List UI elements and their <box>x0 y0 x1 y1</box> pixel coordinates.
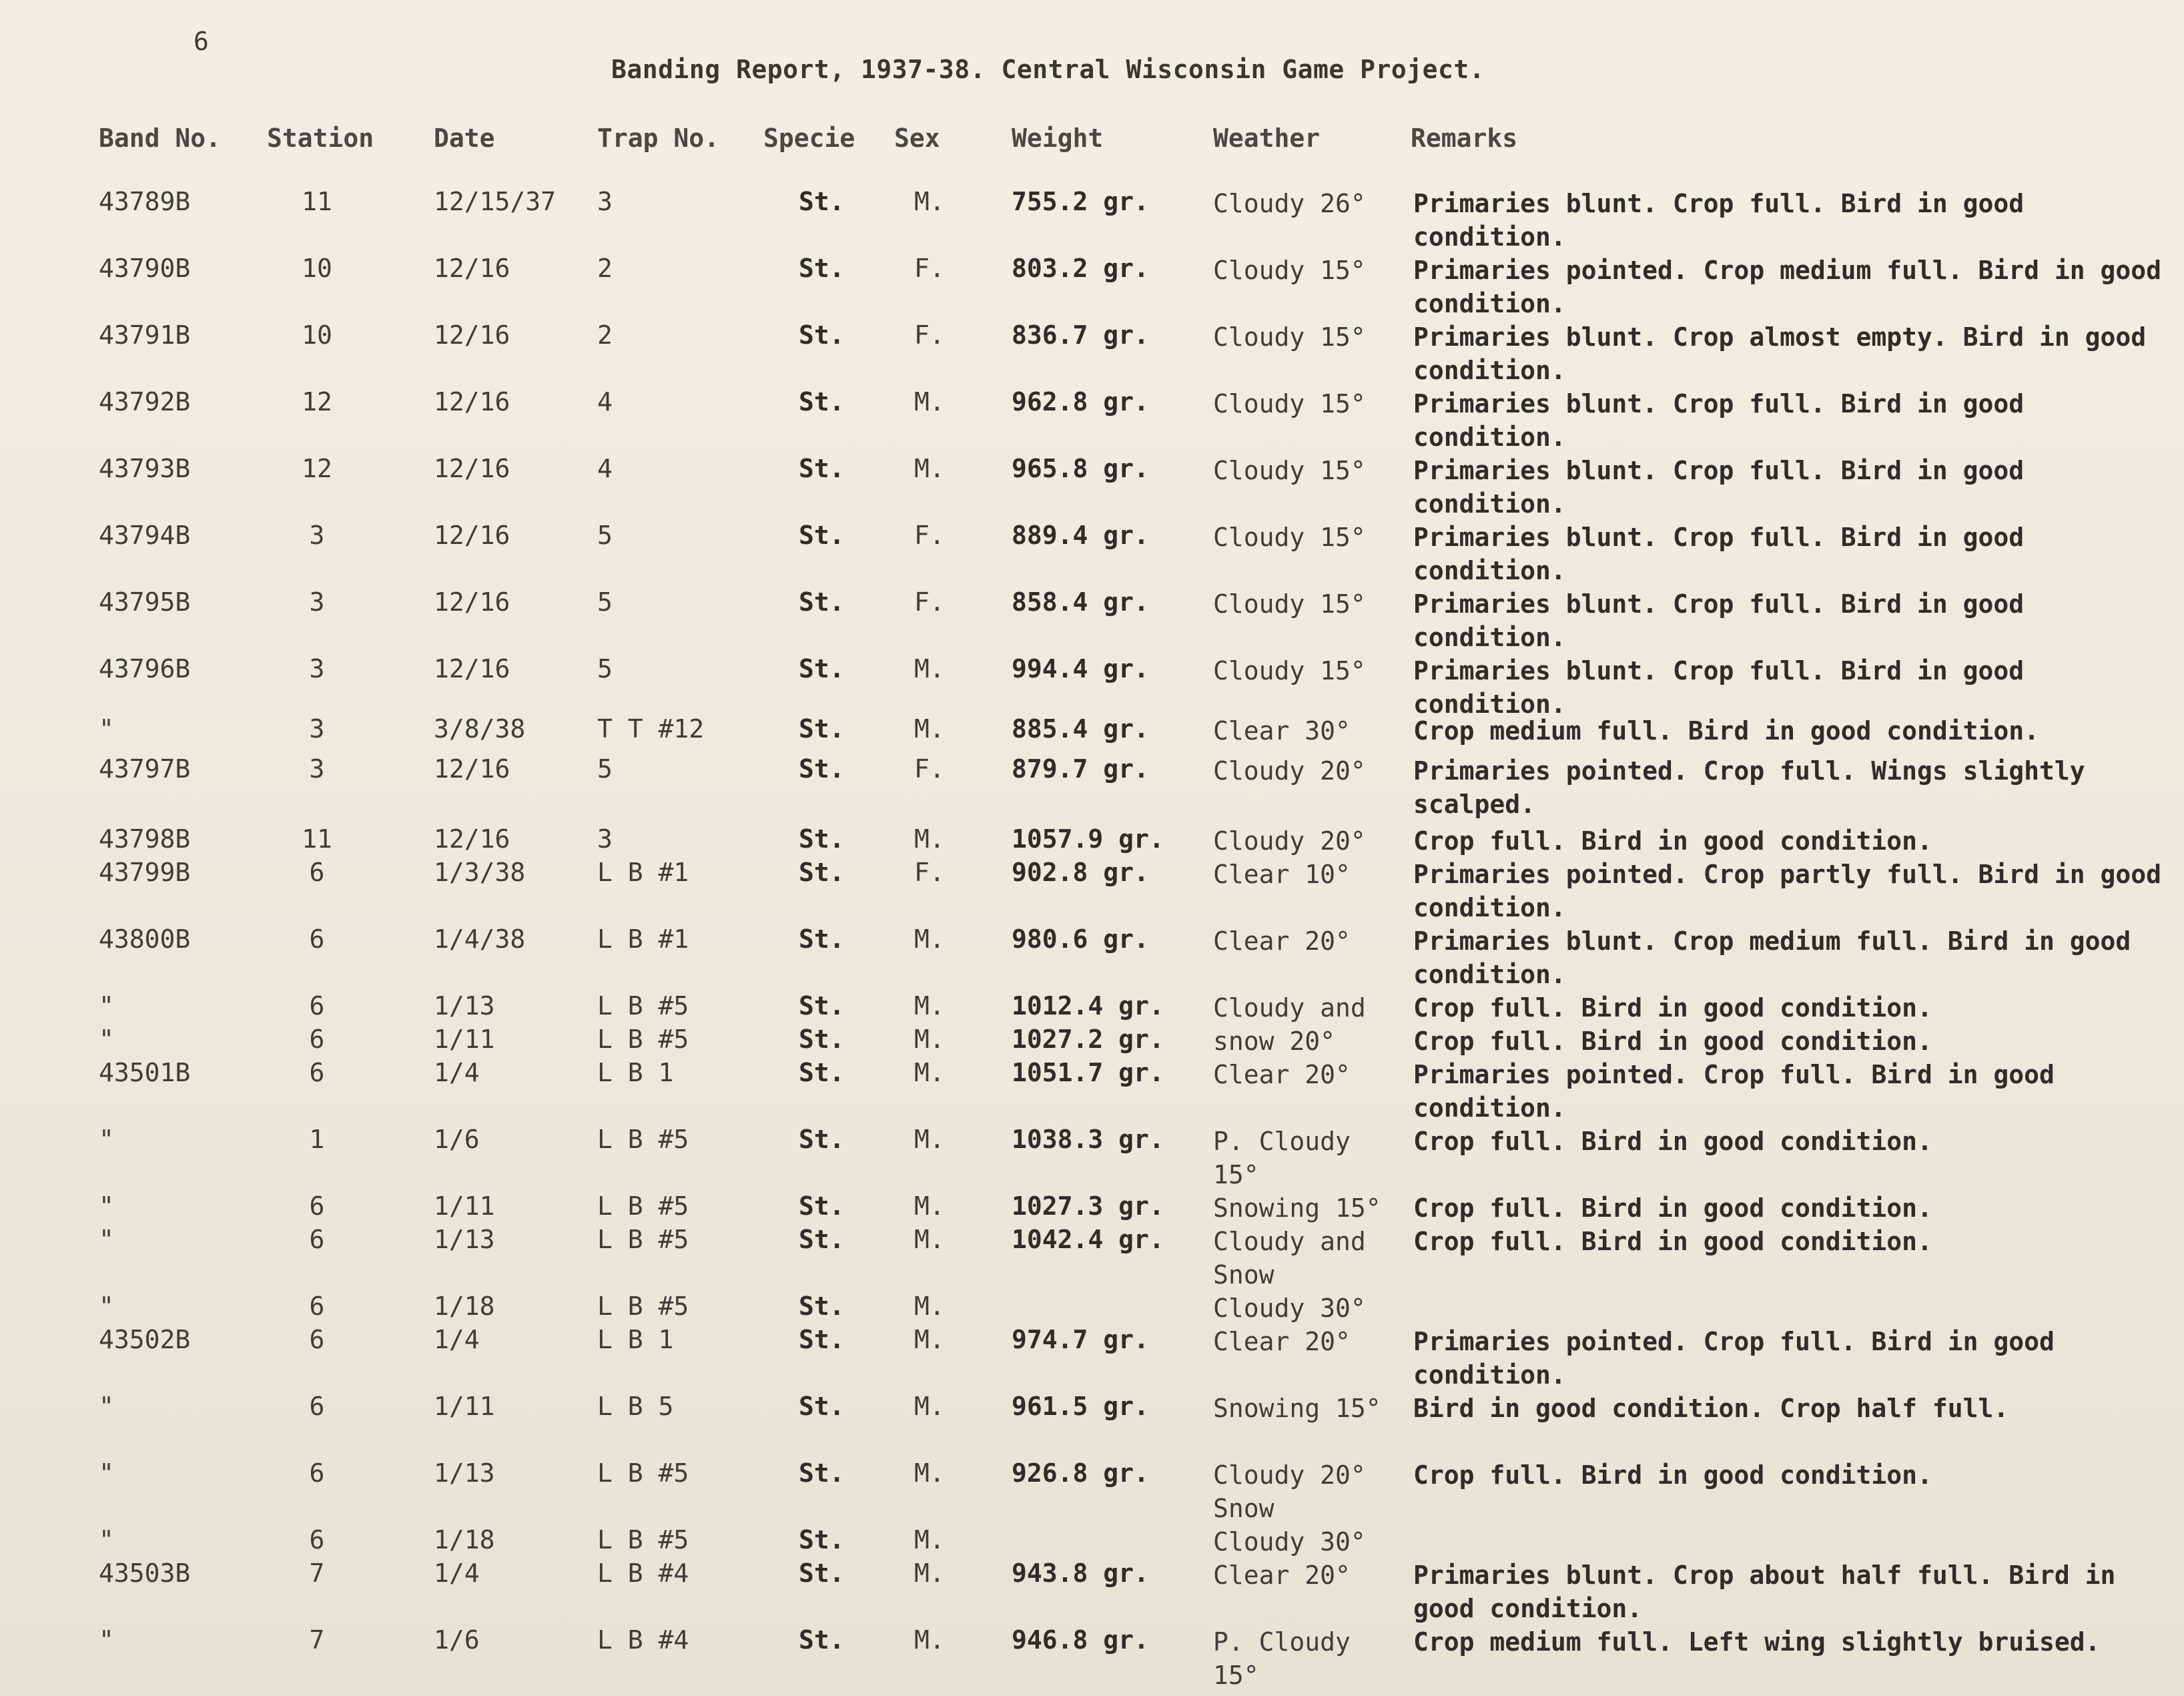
weather-cell: P. Cloudy 15° <box>1213 1627 1351 1690</box>
table-row <box>0 1625 2184 1690</box>
table-row <box>0 1191 2184 1225</box>
trap-no-cell: 5 <box>597 654 613 683</box>
date-cell: 3/8/38 <box>434 714 526 744</box>
header-weather: Weather <box>1213 123 1321 153</box>
station-cell: 3 <box>309 754 325 784</box>
remarks-cell: Primaries blunt. Crop about half full. Bird in good condition. <box>1413 1561 2116 1623</box>
weight-cell: 961.5 gr. <box>1012 1392 1149 1421</box>
specie-cell: St. <box>799 1292 845 1321</box>
station-cell: 6 <box>309 1025 325 1054</box>
weather-cell: Cloudy 30° <box>1213 1294 1366 1323</box>
table-row <box>0 454 2184 519</box>
remarks-cell: Primaries blunt. Crop almost empty. Bird in good condition. <box>1413 322 2147 385</box>
weight-cell: 1027.3 gr. <box>1012 1191 1164 1221</box>
weather-cell: Cloudy 20° Snow <box>1213 1460 1366 1523</box>
trap-no-cell: L B #4 <box>597 1559 689 1588</box>
weather-cell: Clear 20° <box>1213 1327 1351 1356</box>
trap-no-cell: L B #1 <box>597 924 689 954</box>
table-row <box>0 654 2184 719</box>
sex-cell: M. <box>914 454 945 483</box>
date-cell: 12/16 <box>434 521 510 550</box>
specie-cell: St. <box>799 320 845 350</box>
band-no-cell: 43503B <box>99 1559 191 1588</box>
band-no-cell: " <box>99 714 114 744</box>
specie-cell: St. <box>799 1058 845 1087</box>
weight-cell: 858.4 gr. <box>1012 587 1149 617</box>
trap-no-cell: L B #5 <box>597 1125 689 1154</box>
header-sex: Sex <box>894 123 940 153</box>
remarks-cell: Crop full. Bird in good condition. <box>1413 1193 1932 1223</box>
table-row <box>0 1458 2184 1523</box>
band-no-cell: 43795B <box>99 587 191 617</box>
sex-cell: M. <box>914 1191 945 1221</box>
weight-cell: 1042.4 gr. <box>1012 1225 1164 1254</box>
band-no-cell: " <box>99 1458 114 1488</box>
specie-cell: St. <box>799 991 845 1021</box>
remarks-cell: Primaries pointed. Crop full. Bird in good condition. <box>1413 1327 2055 1390</box>
specie-cell: St. <box>799 1325 845 1354</box>
date-cell: 1/6 <box>434 1125 480 1154</box>
weather-cell: Snowing 15° <box>1213 1193 1381 1223</box>
sex-cell: M. <box>914 1325 945 1354</box>
trap-no-cell: 5 <box>597 587 613 617</box>
table-row <box>0 187 2184 252</box>
station-cell: 3 <box>309 654 325 683</box>
weather-cell: Clear 20° <box>1213 1060 1351 1089</box>
date-cell: 12/16 <box>434 387 510 416</box>
trap-no-cell: L B #5 <box>597 1191 689 1221</box>
specie-cell: St. <box>799 754 845 784</box>
trap-no-cell: 2 <box>597 320 613 350</box>
band-no-cell: 43794B <box>99 521 191 550</box>
header-band-no: Band No. <box>99 123 222 153</box>
weight-cell: 902.8 gr. <box>1012 858 1149 887</box>
remarks-cell: Bird in good condition. Crop half full. <box>1413 1394 2009 1423</box>
band-no-cell: 43792B <box>99 387 191 416</box>
remarks-cell: Crop medium full. Bird in good condition. <box>1413 716 2039 746</box>
remarks-cell: Primaries blunt. Crop full. Bird in good condition. <box>1413 589 2025 652</box>
weight-cell: 980.6 gr. <box>1012 924 1149 954</box>
band-no-cell: " <box>99 1125 114 1154</box>
table-row <box>0 254 2184 318</box>
station-cell: 7 <box>309 1559 325 1588</box>
sex-cell: M. <box>914 187 945 216</box>
weather-cell: Cloudy 15° <box>1213 523 1366 552</box>
specie-cell: St. <box>799 387 845 416</box>
specie-cell: St. <box>799 1125 845 1154</box>
date-cell: 12/15/37 <box>434 187 557 216</box>
weight-cell: 974.7 gr. <box>1012 1325 1149 1354</box>
date-cell: 1/11 <box>434 1191 495 1221</box>
band-no-cell: " <box>99 1292 114 1321</box>
trap-no-cell: 4 <box>597 454 613 483</box>
weather-cell: Cloudy and <box>1213 993 1366 1023</box>
date-cell: 1/18 <box>434 1525 495 1554</box>
specie-cell: St. <box>799 924 845 954</box>
date-cell: 12/16 <box>434 320 510 350</box>
station-cell: 6 <box>309 991 325 1021</box>
weight-cell: 755.2 gr. <box>1012 187 1149 216</box>
station-cell: 6 <box>309 1392 325 1421</box>
specie-cell: St. <box>799 587 845 617</box>
weight-cell: 943.8 gr. <box>1012 1559 1149 1588</box>
specie-cell: St. <box>799 654 845 683</box>
specie-cell: St. <box>799 1525 845 1554</box>
remarks-cell: Primaries pointed. Crop full. Wings slightly scalped. <box>1413 756 2085 819</box>
trap-no-cell: 5 <box>597 754 613 784</box>
date-cell: 12/16 <box>434 254 510 283</box>
specie-cell: St. <box>799 1559 845 1588</box>
date-cell: 1/3/38 <box>434 858 526 887</box>
table-row <box>0 1559 2184 1623</box>
band-no-cell: 43800B <box>99 924 191 954</box>
sex-cell: M. <box>914 387 945 416</box>
remarks-cell: Crop full. Bird in good condition. <box>1413 993 1932 1023</box>
date-cell: 1/4/38 <box>434 924 526 954</box>
sex-cell: M. <box>914 1225 945 1254</box>
weather-cell: Snowing 15° <box>1213 1394 1381 1423</box>
specie-cell: St. <box>799 714 845 744</box>
header-remarks: Remarks <box>1411 123 1518 153</box>
remarks-cell: Crop full. Bird in good condition. <box>1413 1027 1932 1056</box>
specie-cell: St. <box>799 521 845 550</box>
band-no-cell: " <box>99 1625 114 1655</box>
band-no-cell: 43501B <box>99 1058 191 1087</box>
table-row <box>0 1125 2184 1189</box>
station-cell: 3 <box>309 587 325 617</box>
table-row <box>0 754 2184 819</box>
specie-cell: St. <box>799 824 845 854</box>
weather-cell: Cloudy 26° <box>1213 189 1366 218</box>
station-cell: 6 <box>309 1458 325 1488</box>
band-no-cell: 43502B <box>99 1325 191 1354</box>
sex-cell: M. <box>914 1458 945 1488</box>
band-no-cell: " <box>99 1225 114 1254</box>
table-row <box>0 824 2184 858</box>
date-cell: 1/11 <box>434 1392 495 1421</box>
date-cell: 12/16 <box>434 587 510 617</box>
trap-no-cell: 2 <box>597 254 613 283</box>
header-trap-no: Trap No. <box>597 123 720 153</box>
band-no-cell: " <box>99 1025 114 1054</box>
sex-cell: F. <box>914 858 945 887</box>
remarks-cell: Crop full. Bird in good condition. <box>1413 1127 1932 1156</box>
sex-cell: M. <box>914 1559 945 1588</box>
weight-cell: 965.8 gr. <box>1012 454 1149 483</box>
remarks-cell: Primaries pointed. Crop full. Bird in good condition. <box>1413 1060 2055 1123</box>
station-cell: 12 <box>302 454 332 483</box>
sex-cell: F. <box>914 254 945 283</box>
weather-cell: Cloudy 15° <box>1213 589 1366 619</box>
weight-cell: 1051.7 gr. <box>1012 1058 1164 1087</box>
report-title: Banding Report, 1937-38. Central Wisconsin Game Project. <box>611 55 1485 84</box>
trap-no-cell: 4 <box>597 387 613 416</box>
remarks-cell: Crop full. Bird in good condition. <box>1413 1460 1932 1490</box>
table-row <box>0 521 2184 585</box>
band-no-cell: " <box>99 991 114 1021</box>
header-station: Station <box>267 123 374 153</box>
weather-cell: Clear 20° <box>1213 926 1351 956</box>
table-row <box>0 1058 2184 1123</box>
remarks-cell: Primaries blunt. Crop medium full. Bird in good condition. <box>1413 926 2131 989</box>
weather-cell: Cloudy 15° <box>1213 456 1366 485</box>
specie-cell: St. <box>799 1025 845 1054</box>
station-cell: 1 <box>309 1125 325 1154</box>
remarks-cell: Primaries pointed. Crop medium full. Bird in good condition. <box>1413 256 2162 318</box>
sex-cell: F. <box>914 754 945 784</box>
sex-cell: M. <box>914 924 945 954</box>
weight-cell: 994.4 gr. <box>1012 654 1149 683</box>
trap-no-cell: L B #4 <box>597 1625 689 1655</box>
table-row <box>0 387 2184 452</box>
band-no-cell: " <box>99 1392 114 1421</box>
remarks-cell: Primaries blunt. Crop full. Bird in good condition. <box>1413 523 2025 585</box>
specie-cell: St. <box>799 1191 845 1221</box>
date-cell: 12/16 <box>434 824 510 854</box>
table-row <box>0 714 2184 748</box>
trap-no-cell: 5 <box>597 521 613 550</box>
trap-no-cell: L B #5 <box>597 1225 689 1254</box>
trap-no-cell: L B #5 <box>597 1025 689 1054</box>
weight-cell: 1027.2 gr. <box>1012 1025 1164 1054</box>
remarks-cell: Primaries pointed. Crop partly full. Bird in good condition. <box>1413 860 2162 922</box>
weather-cell: Cloudy 20° <box>1213 826 1366 856</box>
band-no-cell: 43798B <box>99 824 191 854</box>
remarks-cell: Primaries blunt. Crop full. Bird in good condition. <box>1413 456 2025 519</box>
table-row <box>0 991 2184 1025</box>
date-cell: 1/4 <box>434 1559 480 1588</box>
band-no-cell: 43790B <box>99 254 191 283</box>
remarks-cell: Crop medium full. Left wing slightly bruised. <box>1413 1627 2101 1657</box>
header-date: Date <box>434 123 495 153</box>
weather-cell: Cloudy and Snow <box>1213 1227 1366 1290</box>
trap-no-cell: L B #5 <box>597 1292 689 1321</box>
table-row <box>0 1525 2184 1559</box>
weather-cell: Cloudy 20° <box>1213 756 1366 786</box>
weather-cell: Cloudy 15° <box>1213 256 1366 285</box>
remarks-cell: Primaries blunt. Crop full. Bird in good condition. <box>1413 189 2025 252</box>
date-cell: 1/13 <box>434 991 495 1021</box>
weight-cell: 803.2 gr. <box>1012 254 1149 283</box>
remarks-cell: Primaries blunt. Crop full. Bird in good condition. <box>1413 389 2025 452</box>
station-cell: 6 <box>309 924 325 954</box>
date-cell: 1/4 <box>434 1058 480 1087</box>
band-no-cell: 43791B <box>99 320 191 350</box>
trap-no-cell: 3 <box>597 824 613 854</box>
sex-cell: M. <box>914 1125 945 1154</box>
band-no-cell: 43793B <box>99 454 191 483</box>
date-cell: 12/16 <box>434 454 510 483</box>
weight-cell: 926.8 gr. <box>1012 1458 1149 1488</box>
weight-cell: 1057.9 gr. <box>1012 824 1164 854</box>
specie-cell: St. <box>799 1458 845 1488</box>
table-row <box>0 1225 2184 1290</box>
weather-cell: P. Cloudy 15° <box>1213 1127 1351 1189</box>
table-row <box>0 1392 2184 1425</box>
sex-cell: M. <box>914 1025 945 1054</box>
weight-cell: 946.8 gr. <box>1012 1625 1149 1655</box>
header-specie: Specie <box>763 123 855 153</box>
sex-cell: M. <box>914 1625 945 1655</box>
band-no-cell: " <box>99 1191 114 1221</box>
sex-cell: M. <box>914 1058 945 1087</box>
sex-cell: M. <box>914 824 945 854</box>
trap-no-cell: L B #5 <box>597 1458 689 1488</box>
date-cell: 1/11 <box>434 1025 495 1054</box>
station-cell: 3 <box>309 521 325 550</box>
station-cell: 6 <box>309 1058 325 1087</box>
weather-cell: Cloudy 15° <box>1213 389 1366 418</box>
table-row <box>0 924 2184 989</box>
station-cell: 11 <box>302 187 332 216</box>
weight-cell: 962.8 gr. <box>1012 387 1149 416</box>
table-header <box>0 123 2184 157</box>
station-cell: 6 <box>309 1325 325 1354</box>
weather-cell: Cloudy 15° <box>1213 656 1366 685</box>
date-cell: 1/13 <box>434 1458 495 1488</box>
band-no-cell: 43796B <box>99 654 191 683</box>
band-no-cell: 43789B <box>99 187 191 216</box>
specie-cell: St. <box>799 1392 845 1421</box>
station-cell: 12 <box>302 387 332 416</box>
weight-cell: 1012.4 gr. <box>1012 991 1164 1021</box>
trap-no-cell: 3 <box>597 187 613 216</box>
remarks-cell: Primaries blunt. Crop full. Bird in good condition. <box>1413 656 2025 719</box>
specie-cell: St. <box>799 254 845 283</box>
trap-no-cell: L B 1 <box>597 1325 674 1354</box>
specie-cell: St. <box>799 1625 845 1655</box>
station-cell: 3 <box>309 714 325 744</box>
trap-no-cell: L B #5 <box>597 991 689 1021</box>
table-row <box>0 858 2184 922</box>
weather-cell: Cloudy 30° <box>1213 1527 1366 1557</box>
band-no-cell: 43797B <box>99 754 191 784</box>
sex-cell: M. <box>914 1525 945 1554</box>
specie-cell: St. <box>799 858 845 887</box>
page-number: 6 <box>194 27 209 56</box>
trap-no-cell: L B #5 <box>597 1525 689 1554</box>
sex-cell: M. <box>914 1292 945 1321</box>
weather-cell: Clear 10° <box>1213 860 1351 889</box>
table-row <box>0 587 2184 652</box>
date-cell: 1/6 <box>434 1625 480 1655</box>
station-cell: 6 <box>309 1525 325 1554</box>
station-cell: 10 <box>302 254 332 283</box>
station-cell: 10 <box>302 320 332 350</box>
station-cell: 6 <box>309 1191 325 1221</box>
table-row <box>0 320 2184 385</box>
table-row <box>0 1025 2184 1058</box>
remarks-cell: Crop full. Bird in good condition. <box>1413 1227 1932 1256</box>
station-cell: 6 <box>309 1292 325 1321</box>
sex-cell: F. <box>914 587 945 617</box>
date-cell: 1/4 <box>434 1325 480 1354</box>
date-cell: 1/18 <box>434 1292 495 1321</box>
date-cell: 12/16 <box>434 754 510 784</box>
specie-cell: St. <box>799 1225 845 1254</box>
sex-cell: M. <box>914 654 945 683</box>
remarks-cell: Crop full. Bird in good condition. <box>1413 826 1932 856</box>
specie-cell: St. <box>799 454 845 483</box>
weight-cell: 889.4 gr. <box>1012 521 1149 550</box>
weight-cell: 885.4 gr. <box>1012 714 1149 744</box>
weather-cell: Clear 30° <box>1213 716 1351 746</box>
trap-no-cell: L B #1 <box>597 858 689 887</box>
date-cell: 12/16 <box>434 654 510 683</box>
weather-cell: Cloudy 15° <box>1213 322 1366 352</box>
trap-no-cell: L B 1 <box>597 1058 674 1087</box>
sex-cell: F. <box>914 320 945 350</box>
sex-cell: M. <box>914 1392 945 1421</box>
header-weight: Weight <box>1012 123 1104 153</box>
trap-no-cell: L B 5 <box>597 1392 674 1421</box>
station-cell: 6 <box>309 1225 325 1254</box>
weather-cell: snow 20° <box>1213 1027 1336 1056</box>
station-cell: 7 <box>309 1625 325 1655</box>
weather-cell: Clear 20° <box>1213 1561 1351 1590</box>
specie-cell: St. <box>799 187 845 216</box>
weight-cell: 1038.3 gr. <box>1012 1125 1164 1154</box>
weight-cell: 879.7 gr. <box>1012 754 1149 784</box>
sex-cell: M. <box>914 991 945 1021</box>
station-cell: 11 <box>302 824 332 854</box>
sex-cell: M. <box>914 714 945 744</box>
sex-cell: F. <box>914 521 945 550</box>
station-cell: 6 <box>309 858 325 887</box>
weight-cell: 836.7 gr. <box>1012 320 1149 350</box>
band-no-cell: " <box>99 1525 114 1554</box>
band-no-cell: 43799B <box>99 858 191 887</box>
trap-no-cell: T T #12 <box>597 714 705 744</box>
table-row <box>0 1325 2184 1390</box>
table-row <box>0 1292 2184 1325</box>
date-cell: 1/13 <box>434 1225 495 1254</box>
